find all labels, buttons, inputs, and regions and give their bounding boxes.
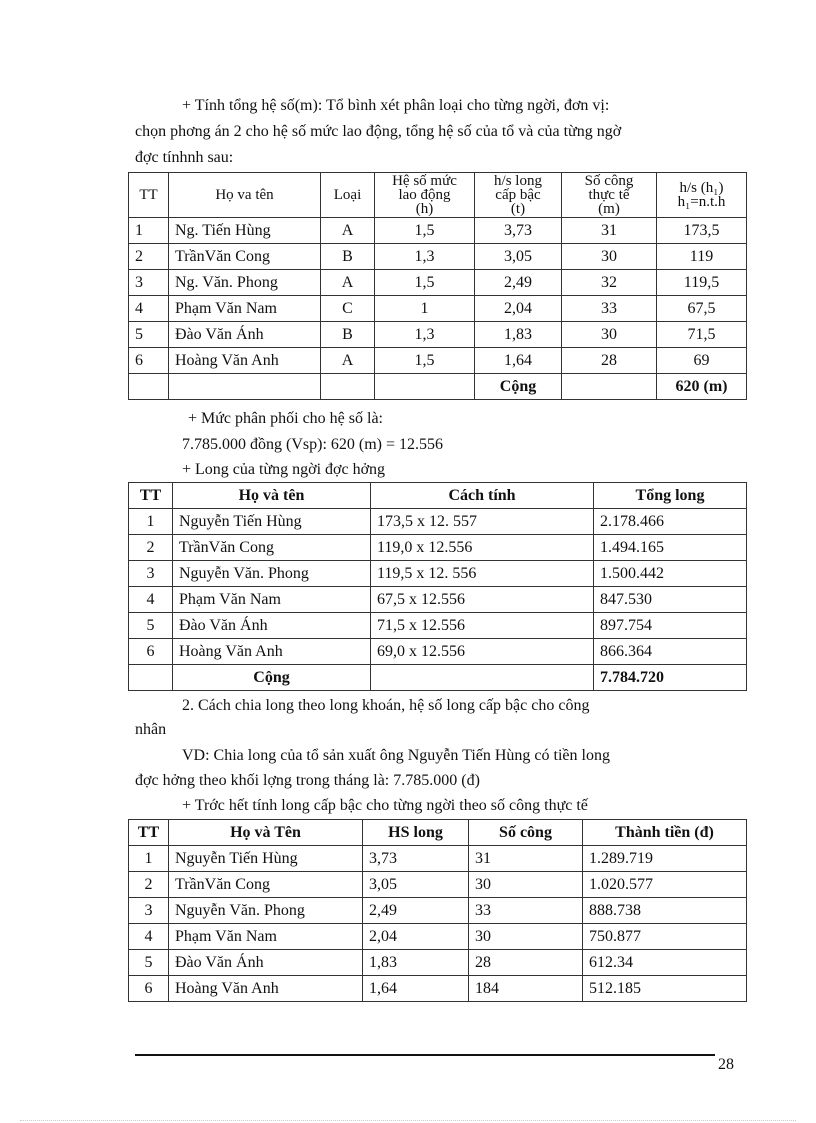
para2-line1: + Mức phân phối cho hệ số là:: [188, 410, 383, 427]
page-edge-divider: [20, 1120, 796, 1121]
base-salary-table: [128, 819, 747, 1002]
header-name: Họ va tên: [169, 173, 321, 218]
table-total-row: [129, 665, 747, 691]
table-header-row: TT Họ và Tên HS long Số công Thành tiền (đ): [129, 820, 747, 846]
table-row: 5 Đào Văn Ánh 71,5 x 12.556 897.754: [129, 613, 747, 639]
header-tt: TT: [129, 173, 169, 218]
table-row: 6 Hoàng Văn Anh 1,64 184 512.185: [129, 976, 747, 1002]
table-row: 1 Nguyễn Tiến Hùng 173,5 x 12. 557 2.178.466: [129, 509, 747, 535]
table-row: 2 TrầnVăn Cong B 1,3 3,05 30 119: [129, 244, 747, 270]
para1-line3: đợc tínhnh sau:: [135, 149, 234, 166]
para3-line5: + Trớc hết tính long cấp bậc cho từng ngời theo số công thực tế: [182, 797, 588, 814]
table-row: 6 Hoàng Văn Anh A 1,5 1,64 28 69: [129, 348, 747, 374]
table-row: 5 Đào Văn Ánh B 1,3 1,83 30 71,5: [129, 322, 747, 348]
header-t: h/s long cấp bậc (t): [475, 173, 562, 218]
salary-table: [128, 482, 747, 691]
para2-line2: 7.785.000 đồng (Vsp): 620 (m) = 12.556: [182, 436, 444, 453]
table-row: 3 Nguyễn Văn. Phong 2,49 33 888.738: [129, 898, 747, 924]
table-row: 3 Nguyễn Văn. Phong 119,5 x 12. 556 1.500.442: [129, 561, 747, 587]
table-row: 1 Nguyễn Tiến Hùng 3,73 31 1.289.719: [129, 846, 747, 872]
para1-line2: chọn phơng án 2 cho hệ số mức lao động, tổng hệ số của tổ và của từng ngờ: [135, 123, 622, 140]
footer-rule: [135, 1054, 715, 1056]
table-row: 4 Phạm Văn Nam 67,5 x 12.556 847.530: [129, 587, 747, 613]
table-row: 2 TrầnVăn Cong 119,0 x 12.556 1.494.165: [129, 535, 747, 561]
table-total-row: [129, 374, 747, 400]
table-row: 3 Ng. Văn. Phong A 1,5 2,49 32 119,5: [129, 270, 747, 296]
page-number: 28: [718, 1056, 734, 1073]
header-h: Hệ số mức lao động (h): [375, 173, 475, 218]
para2-line3: + Long của từng ngời đợc hởng: [182, 461, 386, 478]
total-label: Cộng: [475, 374, 562, 400]
table-row: 4 Phạm Văn Nam C 1 2,04 33 67,5: [129, 296, 747, 322]
total-value: 620 (m): [657, 374, 747, 400]
header-type: Loại: [321, 173, 375, 218]
para1-line1: + Tính tổng hệ số(m): Tổ bình xét phân loại cho từng ngời, đơn vị:: [182, 97, 610, 114]
header-h1: h/s (h₁) h₁=n.t.h: [657, 173, 747, 218]
table-header-row: TT Họ và tên Cách tính Tổng long: [129, 483, 747, 509]
para3-line2: nhân: [135, 721, 167, 738]
header-m: Số công thực tế (m): [562, 173, 657, 218]
total-label: Cộng: [173, 665, 371, 691]
total-value: 7.784.720: [594, 665, 747, 691]
para3-line1: 2. Cách chia long theo long khoán, hệ số long cấp bậc cho công: [182, 697, 590, 714]
para3-line3: VD: Chia long của tổ sản xuất ông Nguyễn Tiến Hùng có tiền long: [182, 747, 610, 764]
table-row: 1 Ng. Tiến Hùng A 1,5 3,73 31 173,5: [129, 218, 747, 244]
table-row: 6 Hoàng Văn Anh 69,0 x 12.556 866.364: [129, 639, 747, 665]
table-row: 2 TrầnVăn Cong 3,05 30 1.020.577: [129, 872, 747, 898]
coefficient-table: [128, 172, 747, 400]
table-header-row: [129, 173, 747, 218]
table-row: 4 Phạm Văn Nam 2,04 30 750.877: [129, 924, 747, 950]
table-row: 5 Đào Văn Ánh 1,83 28 612.34: [129, 950, 747, 976]
para3-line4: đợc hởng theo khối lợng trong tháng là: 7.785.000 (đ): [135, 772, 480, 789]
